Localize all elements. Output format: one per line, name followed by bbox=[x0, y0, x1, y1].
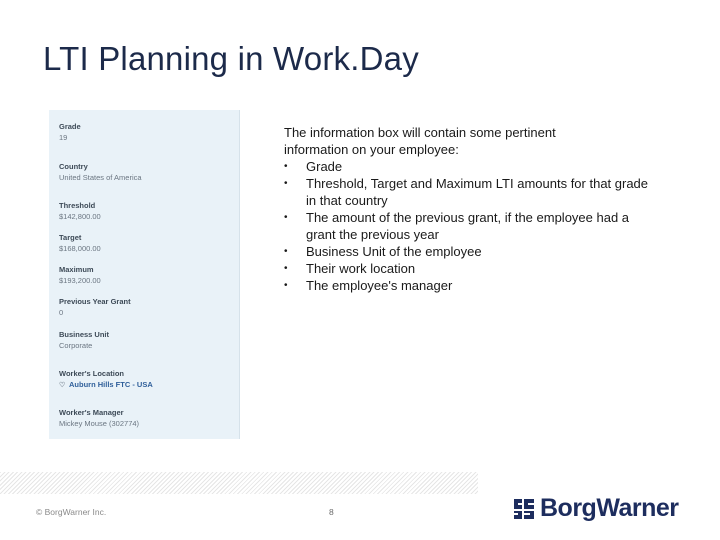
bullet-item: • Their work location bbox=[284, 260, 654, 277]
previous-grant-field bbox=[59, 297, 235, 318]
business-unit-label: Business Unit bbox=[59, 330, 110, 339]
grade-field bbox=[59, 122, 235, 143]
description-intro: The information box will contain some pertinent information on your employee: bbox=[284, 125, 556, 157]
business-unit-value: Corporate bbox=[59, 341, 93, 350]
previous-grant-value: 0 bbox=[59, 308, 64, 317]
target-field bbox=[59, 233, 235, 254]
description-bullets bbox=[284, 158, 654, 294]
footer-hatch-band bbox=[0, 472, 478, 494]
location-value[interactable]: Auburn Hills FTC - USA bbox=[69, 380, 153, 389]
manager-field bbox=[59, 408, 235, 429]
bullet-item: • Threshold, Target and Maximum LTI amounts for that grade in that country bbox=[284, 175, 654, 209]
manager-label: Worker's Manager bbox=[59, 408, 124, 417]
manager-value: Mickey Mouse (302774) bbox=[59, 419, 140, 428]
footer-copyright: © BorgWarner Inc. bbox=[36, 507, 107, 517]
threshold-label: Threshold bbox=[59, 201, 96, 210]
threshold-value: $142,800.00 bbox=[59, 212, 101, 221]
country-value: United States of America bbox=[59, 173, 142, 182]
previous-grant-label: Previous Year Grant bbox=[59, 297, 131, 306]
target-value: $168,000.00 bbox=[59, 244, 101, 253]
page-number: 8 bbox=[329, 507, 334, 517]
location-label: Worker's Location bbox=[59, 369, 124, 378]
bullet-item: • The amount of the previous grant, if the employee had a grant the previous year bbox=[284, 209, 654, 243]
employee-info-panel bbox=[49, 110, 240, 439]
country-label: Country bbox=[59, 162, 88, 171]
threshold-field bbox=[59, 201, 235, 222]
description-text bbox=[284, 124, 654, 294]
maximum-field bbox=[59, 265, 235, 286]
slide-title: LTI Planning in Work.Day bbox=[43, 40, 419, 77]
grade-label: Grade bbox=[59, 122, 81, 131]
location-field bbox=[59, 369, 235, 391]
logo-text: BorgWarner bbox=[540, 493, 679, 522]
target-label: Target bbox=[59, 233, 82, 242]
borgwarner-logo bbox=[512, 493, 687, 523]
maximum-label: Maximum bbox=[59, 265, 94, 274]
country-field bbox=[59, 162, 235, 183]
bullet-item: • Business Unit of the employee bbox=[284, 243, 654, 260]
location-pin-icon: ♡ bbox=[59, 382, 66, 389]
bullet-item: • The employee's manager bbox=[284, 277, 654, 294]
maximum-value: $193,200.00 bbox=[59, 276, 101, 285]
location-link[interactable] bbox=[59, 379, 235, 391]
borgwarner-logo-mark-icon bbox=[512, 495, 536, 521]
grade-value: 19 bbox=[59, 133, 68, 142]
bullet-item: • Grade bbox=[284, 158, 654, 175]
business-unit-field bbox=[59, 330, 235, 351]
